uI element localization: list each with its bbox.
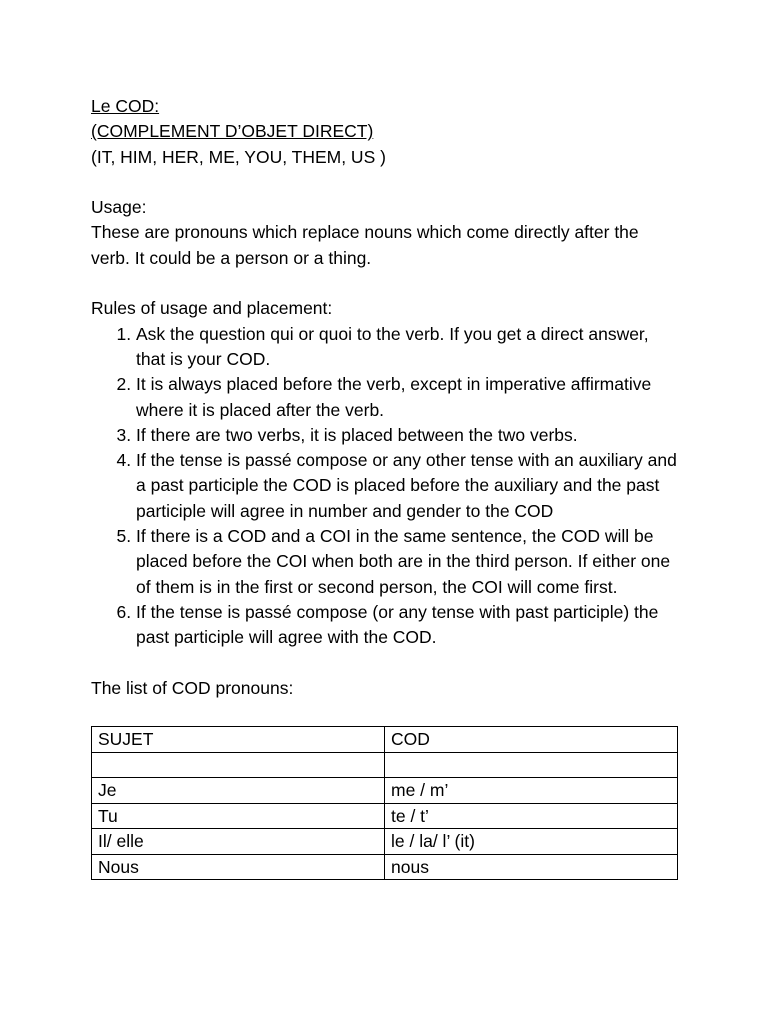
rules-heading: Rules of usage and placement:: [91, 298, 333, 319]
document-body: [91, 94, 681, 880]
table-cell: te / t’: [385, 803, 678, 829]
rule-item: 6. If the tense is passé compose (or any tense with past participle) the past participle will agree with the COD.: [136, 600, 681, 651]
title-line-2: (COMPLEMENT D’OBJET DIRECT): [91, 121, 374, 142]
table-row: [92, 829, 678, 855]
pronoun-table-wrapper: [91, 726, 678, 880]
table-header-cell: SUJET: [92, 727, 385, 753]
table-header-row: [92, 727, 678, 753]
rule-item: 2. It is always placed before the verb, except in imperative affirmative where it is placed after the verb.: [136, 372, 681, 423]
table-cell: Il/ elle: [92, 829, 385, 855]
rule-item: 5. If there is a COD and a COI in the same sentence, the COD will be placed before the COI when both are in the third person. If either one of them is in the first or second person, the COI will come first.: [136, 524, 681, 600]
table-row: [92, 778, 678, 804]
table-row: [92, 854, 678, 880]
usage-heading: Usage:: [91, 197, 147, 218]
rules-list: [91, 322, 681, 651]
rule-item: 3. If there are two verbs, it is placed between the two verbs.: [136, 423, 681, 448]
table-cell: Tu: [92, 803, 385, 829]
blank-line: [91, 651, 681, 676]
rule-item: 4. If the tense is passé compose or any other tense with an auxiliary and a past participle the COD is placed before the auxiliary and the past participle will agree in number and gender to the COD: [136, 448, 681, 524]
table-cell: le / la/ l’ (it): [385, 829, 678, 855]
table-cell: Nous: [92, 854, 385, 880]
blank-line: [91, 170, 681, 195]
table-cell: me / m’: [385, 778, 678, 804]
rule-item: 1. Ask the question qui or quoi to the verb. If you get a direct answer, that is your COD.: [136, 322, 681, 373]
table-cell: [92, 752, 385, 778]
translation-line: (IT, HIM, HER, ME, YOU, THEM, US ): [91, 146, 386, 167]
table-header-cell: COD: [385, 727, 678, 753]
table-cell: [385, 752, 678, 778]
table-cell: Je: [92, 778, 385, 804]
table-row: [92, 752, 678, 778]
blank-line: [91, 271, 681, 296]
list-heading: The list of COD pronouns:: [91, 677, 294, 698]
title-line-1: Le COD:: [91, 96, 160, 116]
usage-text: These are pronouns which replace nouns which come directly after the verb. It could be a person or a thing.: [91, 222, 639, 268]
pronoun-table: [91, 726, 678, 880]
table-cell: nous: [385, 854, 678, 880]
table-row: [92, 803, 678, 829]
